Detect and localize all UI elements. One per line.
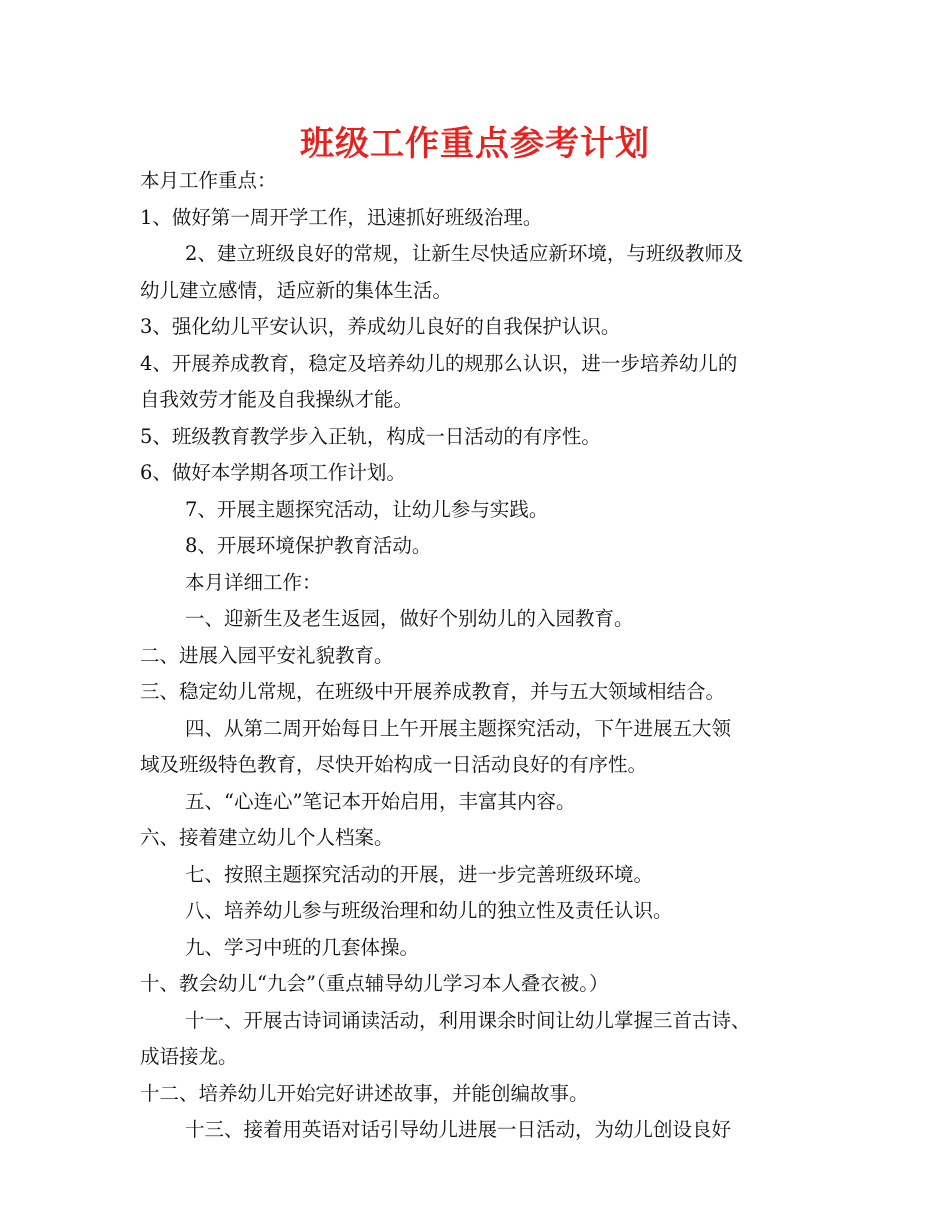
text-line: 1、做好第一周开学工作，迅速抓好班级治理。 [140, 205, 543, 229]
text-line: 三、稳定幼儿常规，在班级中开展养成教育，并与五大领域相结合。 [140, 680, 726, 703]
text-line: 七、按照主题探究活动的开展，进一步完善班级环境。 [185, 862, 654, 886]
text-line: 成语接龙。 [140, 1045, 238, 1068]
text-line: 自我效劳才能及自我操纵才能。 [140, 388, 414, 411]
text-line: 2、建立班级良好的常规，让新生尽快适应新环境，与班级教师及 [185, 242, 744, 265]
text-line: 7、开展主题探究活动，让幼儿参与实践。 [185, 497, 549, 521]
text-line: 5、班级教育教学步入正轨，构成一日活动的有序性。 [140, 424, 601, 448]
document-body [140, 163, 840, 1149]
text-line: 十二、培养幼儿开始完好讲述故事，并能创编故事。 [140, 1081, 589, 1105]
text-line: 3、强化幼儿平安认识，养成幼儿良好的自我保护认识。 [140, 315, 621, 338]
text-line: 本月工作重点： [140, 169, 277, 192]
text-line: 六、接着建立幼儿个人档案。 [140, 826, 394, 849]
text-line: 幼儿建立感情，适应新的集体生活。 [140, 278, 453, 302]
text-line: 一、迎新生及老生返园，做好个别幼儿的入园教育。 [185, 607, 634, 630]
text-line: 二、进展入园平安礼貌教育。 [140, 643, 394, 667]
text-line: 8、开展环境保护教育活动。 [185, 534, 432, 557]
text-line: 十、教会幼儿“九会”（重点辅导幼儿学习本人叠衣被。） [140, 972, 609, 995]
text-line: 五、“心连心”笔记本开始启用，丰富其内容。 [185, 789, 576, 813]
text-line: 本月详细工作： [185, 570, 322, 594]
text-line: 十一、开展古诗词诵读活动，利用课余时间让幼儿掌握三首古诗、 [185, 1008, 751, 1032]
text-line: 6、做好本学期各项工作计划。 [140, 461, 406, 484]
text-line: 八、培养幼儿参与班级治理和幼儿的独立性及责任认识。 [185, 899, 673, 922]
document-title: 班级工作重点参考计划 [300, 124, 650, 164]
text-line: 十三、接着用英语对话引导幼儿进展一日活动，为幼儿创设良好 [185, 1118, 732, 1141]
text-line: 四、从第二周开始每日上午开展主题探究活动，下午进展五大领 [185, 716, 732, 740]
text-line: 4、开展养成教育，稳定及培养幼儿的规那么认识，进一步培养幼儿的 [140, 351, 738, 375]
text-line: 九、学习中班的几套体操。 [185, 935, 420, 959]
text-line: 域及班级特色教育，尽快开始构成一日活动良好的有序性。 [140, 753, 648, 776]
